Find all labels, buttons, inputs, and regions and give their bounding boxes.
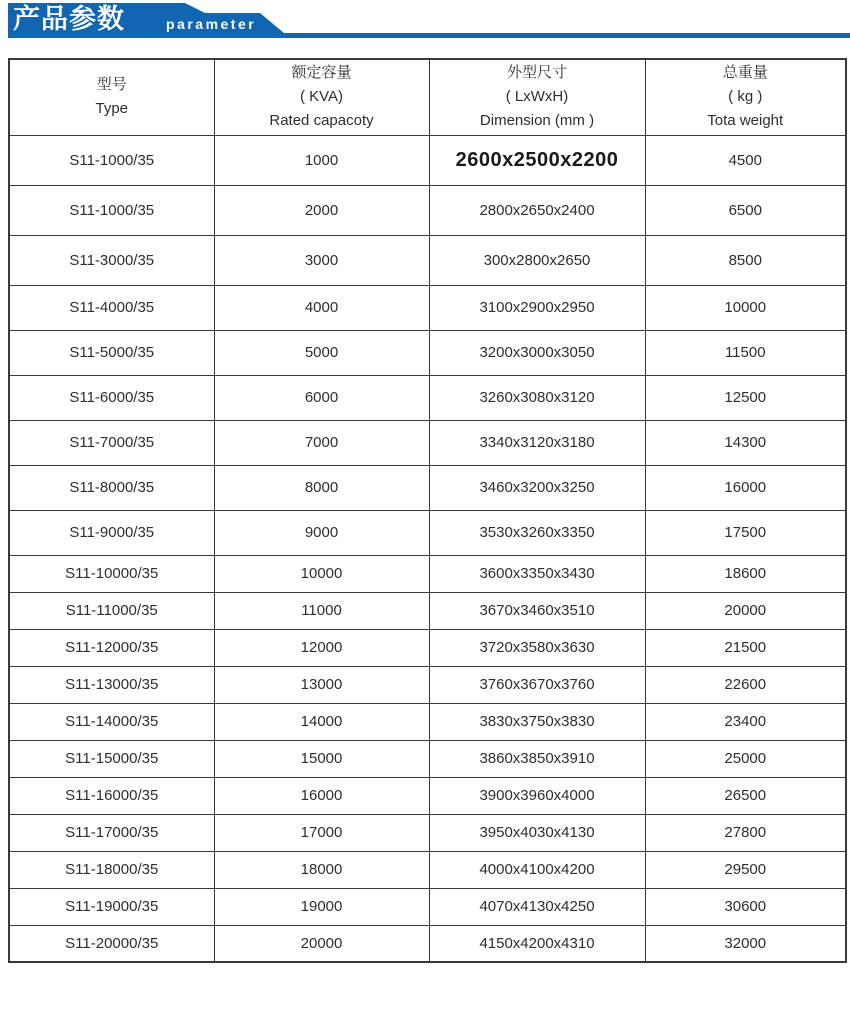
- cell-capacity: 14000: [214, 703, 429, 740]
- cell-weight: 29500: [645, 851, 846, 888]
- cell-dimension: 3950x4030x4130: [429, 814, 645, 851]
- cell-dimension: 4150x4200x4310: [429, 925, 645, 962]
- table-row: [9, 235, 846, 285]
- cell-weight: 26500: [645, 777, 846, 814]
- cell-capacity: 7000: [214, 420, 429, 465]
- column-header-zh: 型号: [96, 76, 127, 94]
- cell-weight: 12500: [645, 375, 846, 420]
- cell-weight: 6500: [645, 185, 846, 235]
- product-parameter-table: [8, 58, 847, 963]
- cell-dimension: 3600x3350x3430: [429, 555, 645, 592]
- table-row: [9, 925, 846, 962]
- cell-dimension: 3830x3750x3830: [429, 703, 645, 740]
- cell-model: S11-15000/35: [9, 740, 214, 777]
- cell-dimension: 2600x2500x2200: [429, 135, 645, 185]
- table-row: [9, 420, 846, 465]
- cell-model: S11-11000/35: [9, 592, 214, 629]
- cell-weight: 30600: [645, 888, 846, 925]
- table-row: [9, 777, 846, 814]
- cell-model: S11-5000/35: [9, 330, 214, 375]
- cell-dimension: 3530x3260x3350: [429, 510, 645, 555]
- cell-model: S11-10000/35: [9, 555, 214, 592]
- cell-model: S11-20000/35: [9, 925, 214, 962]
- cell-model: S11-7000/35: [9, 420, 214, 465]
- cell-model: S11-12000/35: [9, 629, 214, 666]
- column-header-en: Dimension (mm ): [479, 112, 595, 130]
- cell-capacity: 8000: [214, 465, 429, 510]
- cell-weight: 8500: [645, 235, 846, 285]
- table-row: [9, 851, 846, 888]
- table-row: [9, 185, 846, 235]
- cell-weight: 11500: [645, 330, 846, 375]
- section-title-zh: 产品参数: [13, 4, 125, 34]
- column-header-4: [645, 59, 846, 135]
- cell-capacity: 11000: [214, 592, 429, 629]
- cell-weight: 25000: [645, 740, 846, 777]
- cell-capacity: 4000: [214, 285, 429, 330]
- cell-model: S11-1000/35: [9, 135, 214, 185]
- cell-capacity: 20000: [214, 925, 429, 962]
- section-header-banner: [8, 0, 850, 38]
- cell-model: S11-6000/35: [9, 375, 214, 420]
- column-header-en: Tota weight: [707, 112, 784, 130]
- table-row: [9, 703, 846, 740]
- cell-weight: 16000: [645, 465, 846, 510]
- cell-model: S11-9000/35: [9, 510, 214, 555]
- cell-weight: 17500: [645, 510, 846, 555]
- column-header-zh: 额定容量: [291, 64, 352, 82]
- column-header-zh: 总重量: [722, 64, 768, 82]
- cell-capacity: 12000: [214, 629, 429, 666]
- table-row: [9, 666, 846, 703]
- cell-capacity: 3000: [214, 235, 429, 285]
- cell-dimension: 4000x4100x4200: [429, 851, 645, 888]
- cell-weight: 32000: [645, 925, 846, 962]
- cell-weight: 23400: [645, 703, 846, 740]
- cell-dimension: 3340x3120x3180: [429, 420, 645, 465]
- table-header: [9, 59, 846, 135]
- cell-dimension: 3670x3460x3510: [429, 592, 645, 629]
- cell-model: S11-3000/35: [9, 235, 214, 285]
- cell-model: S11-4000/35: [9, 285, 214, 330]
- cell-dimension: 3460x3200x3250: [429, 465, 645, 510]
- table-row: [9, 592, 846, 629]
- column-header-unit: ( LxWxH): [505, 88, 569, 106]
- table-row: [9, 510, 846, 555]
- cell-capacity: 16000: [214, 777, 429, 814]
- cell-model: S11-14000/35: [9, 703, 214, 740]
- cell-dimension: 3720x3580x3630: [429, 629, 645, 666]
- cell-model: S11-13000/35: [9, 666, 214, 703]
- cell-dimension: 3760x3670x3760: [429, 666, 645, 703]
- cell-model: S11-18000/35: [9, 851, 214, 888]
- table-header-row: [9, 59, 846, 135]
- cell-weight: 21500: [645, 629, 846, 666]
- cell-dimension: 3900x3960x4000: [429, 777, 645, 814]
- table-body: [9, 135, 846, 962]
- cell-weight: 20000: [645, 592, 846, 629]
- cell-capacity: 13000: [214, 666, 429, 703]
- cell-weight: 27800: [645, 814, 846, 851]
- cell-capacity: 19000: [214, 888, 429, 925]
- table-row: [9, 465, 846, 510]
- cell-model: S11-1000/35: [9, 185, 214, 235]
- table-row: [9, 740, 846, 777]
- cell-model: S11-19000/35: [9, 888, 214, 925]
- cell-dimension: 2800x2650x2400: [429, 185, 645, 235]
- banner-ribbon-shape: [8, 0, 850, 38]
- cell-weight: 18600: [645, 555, 846, 592]
- section-title-en: parameter: [166, 16, 257, 32]
- cell-capacity: 17000: [214, 814, 429, 851]
- cell-weight: 10000: [645, 285, 846, 330]
- table-row: [9, 285, 846, 330]
- cell-weight: 14300: [645, 420, 846, 465]
- cell-dimension: 3260x3080x3120: [429, 375, 645, 420]
- cell-capacity: 2000: [214, 185, 429, 235]
- column-header-3: [429, 59, 645, 135]
- table-row: [9, 330, 846, 375]
- cell-capacity: 15000: [214, 740, 429, 777]
- cell-capacity: 6000: [214, 375, 429, 420]
- cell-dimension: 4070x4130x4250: [429, 888, 645, 925]
- column-header-2: [214, 59, 429, 135]
- cell-dimension: 3100x2900x2950: [429, 285, 645, 330]
- table-row: [9, 629, 846, 666]
- column-header-zh: 外型尺寸: [506, 64, 567, 82]
- cell-model: S11-8000/35: [9, 465, 214, 510]
- column-header-unit: ( KVA): [299, 88, 344, 106]
- cell-weight: 4500: [645, 135, 846, 185]
- cell-capacity: 5000: [214, 330, 429, 375]
- table-row: [9, 375, 846, 420]
- table-row: [9, 888, 846, 925]
- cell-capacity: 18000: [214, 851, 429, 888]
- column-header-1: [9, 59, 214, 135]
- cell-capacity: 10000: [214, 555, 429, 592]
- cell-capacity: 1000: [214, 135, 429, 185]
- cell-dimension: 3200x3000x3050: [429, 330, 645, 375]
- column-header-en: Type: [95, 100, 129, 118]
- cell-weight: 22600: [645, 666, 846, 703]
- cell-dimension: 300x2800x2650: [429, 235, 645, 285]
- table-row: [9, 555, 846, 592]
- cell-capacity: 9000: [214, 510, 429, 555]
- cell-model: S11-17000/35: [9, 814, 214, 851]
- column-header-unit: ( kg ): [728, 88, 763, 106]
- column-header-en: Rated capacoty: [269, 112, 374, 130]
- table-row: [9, 135, 846, 185]
- cell-dimension: 3860x3850x3910: [429, 740, 645, 777]
- table-row: [9, 814, 846, 851]
- cell-model: S11-16000/35: [9, 777, 214, 814]
